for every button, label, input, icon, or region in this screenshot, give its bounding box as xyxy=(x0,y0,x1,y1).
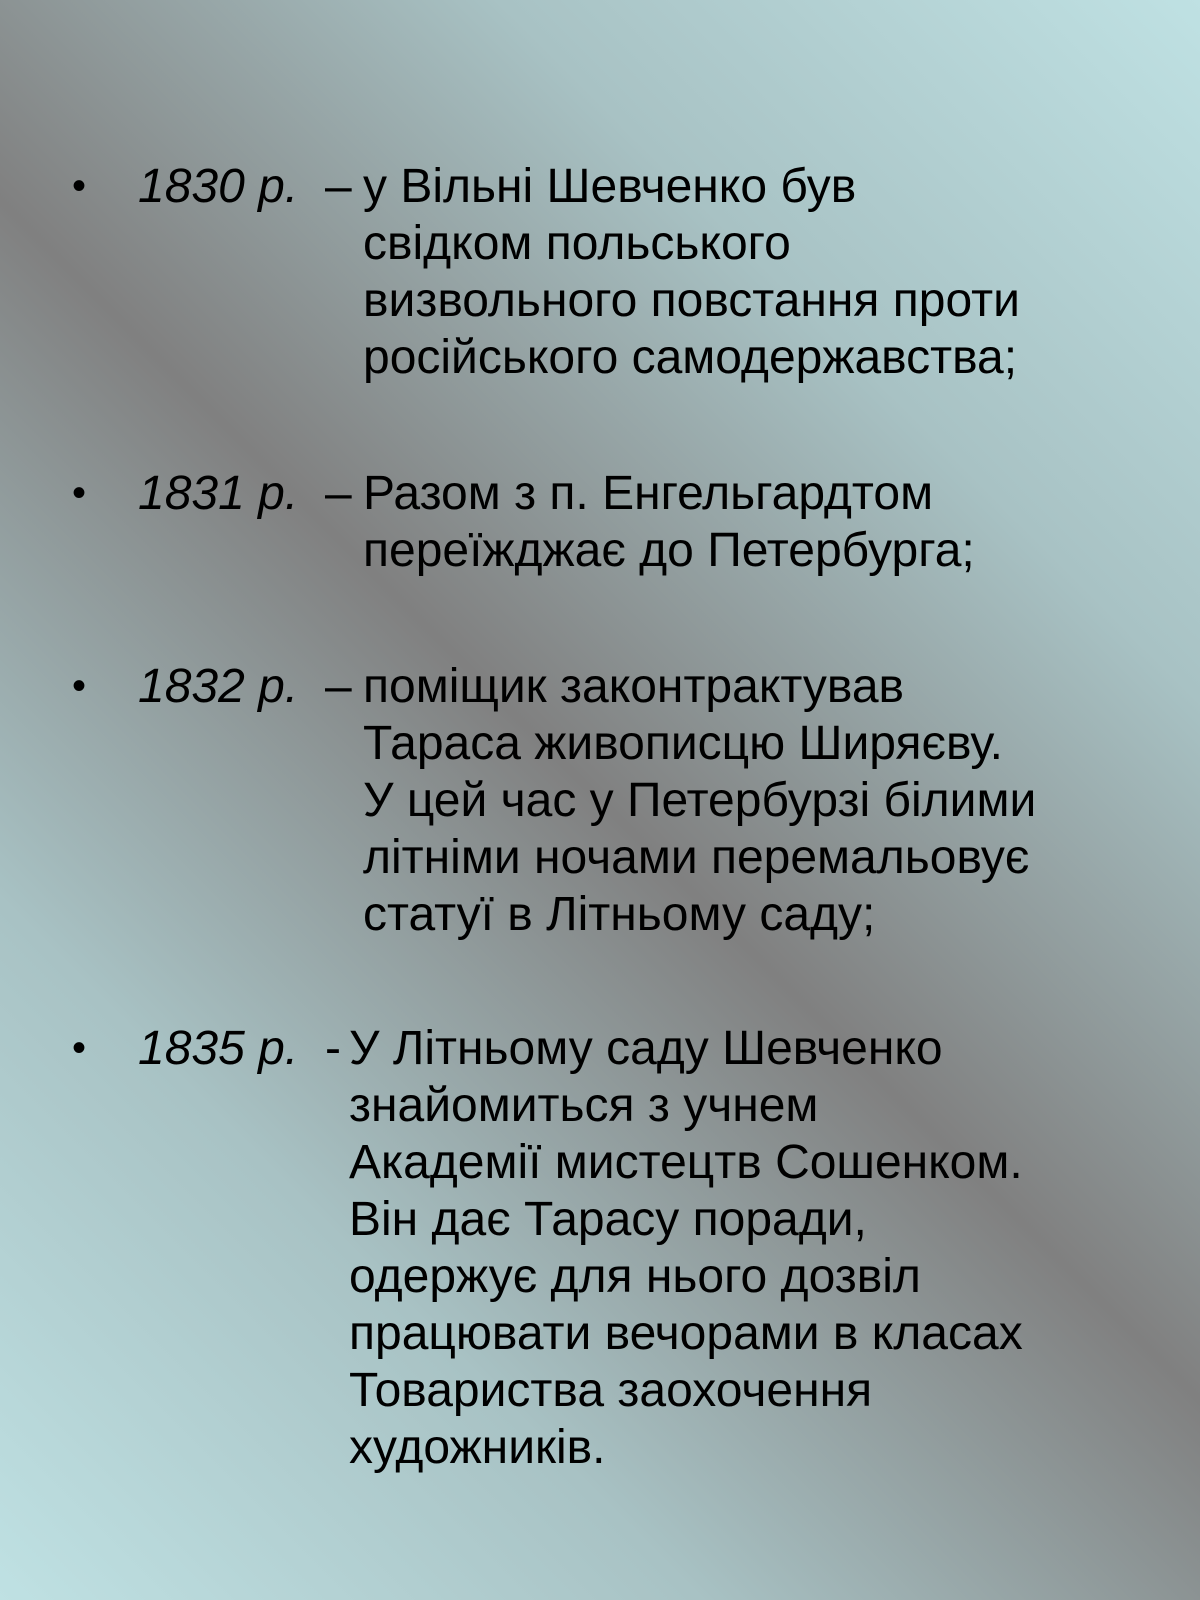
item-text-line: Академії мистецтв Сошенком. xyxy=(349,1136,1023,1189)
item-text-line: Товариства заохочення xyxy=(349,1364,873,1417)
item-text xyxy=(349,1020,1023,1476)
item-separator: – xyxy=(325,160,352,213)
item-text-line: російського самодержавства; xyxy=(363,331,1018,384)
item-text-line: поміщик законтрактував xyxy=(363,660,905,713)
item-date: 1835 р. xyxy=(138,1022,299,1075)
bullet: • xyxy=(72,1026,87,1070)
item-text-line: У Літньому саду Шевченко xyxy=(349,1022,943,1075)
item-separator: – xyxy=(325,660,352,713)
item-text-line: у Вільні Шевченко був xyxy=(363,160,857,213)
bullet: • xyxy=(72,164,87,208)
item-text-line: знайомиться з учнем xyxy=(349,1079,819,1132)
item-text-line: одержує для нього дозвіл xyxy=(349,1250,921,1303)
item-text-line: Він дає Тарасу поради, xyxy=(349,1193,867,1246)
item-text-line: художників. xyxy=(349,1421,606,1474)
item-date: 1830 р. xyxy=(138,160,299,213)
item-text xyxy=(363,465,975,579)
item-date: 1831 р. xyxy=(138,467,299,520)
item-text xyxy=(363,658,1036,943)
item-text-line: статуї в Літньому саду; xyxy=(363,888,876,941)
item-text-line: Тараса живописцю Ширяєву. xyxy=(363,717,1003,770)
bullet: • xyxy=(72,471,87,515)
item-text-line: свідком польського xyxy=(363,217,791,270)
item-separator: – xyxy=(325,467,352,520)
item-date: 1832 р. xyxy=(138,660,299,713)
item-text-line: літніми ночами перемальовує xyxy=(363,831,1030,884)
item-separator: - xyxy=(325,1022,341,1075)
item-text xyxy=(363,158,1020,386)
item-text-line: Разом з п. Енгельгардтом xyxy=(363,467,934,520)
item-text-line: визвольного повстання проти xyxy=(363,274,1020,327)
item-text-line: У цей час у Петербурзі білими xyxy=(363,774,1037,827)
bullet: • xyxy=(72,664,87,708)
item-text-line: переїжджає до Петербурга; xyxy=(363,524,975,577)
item-text-line: працювати вечорами в класах xyxy=(349,1307,1023,1360)
